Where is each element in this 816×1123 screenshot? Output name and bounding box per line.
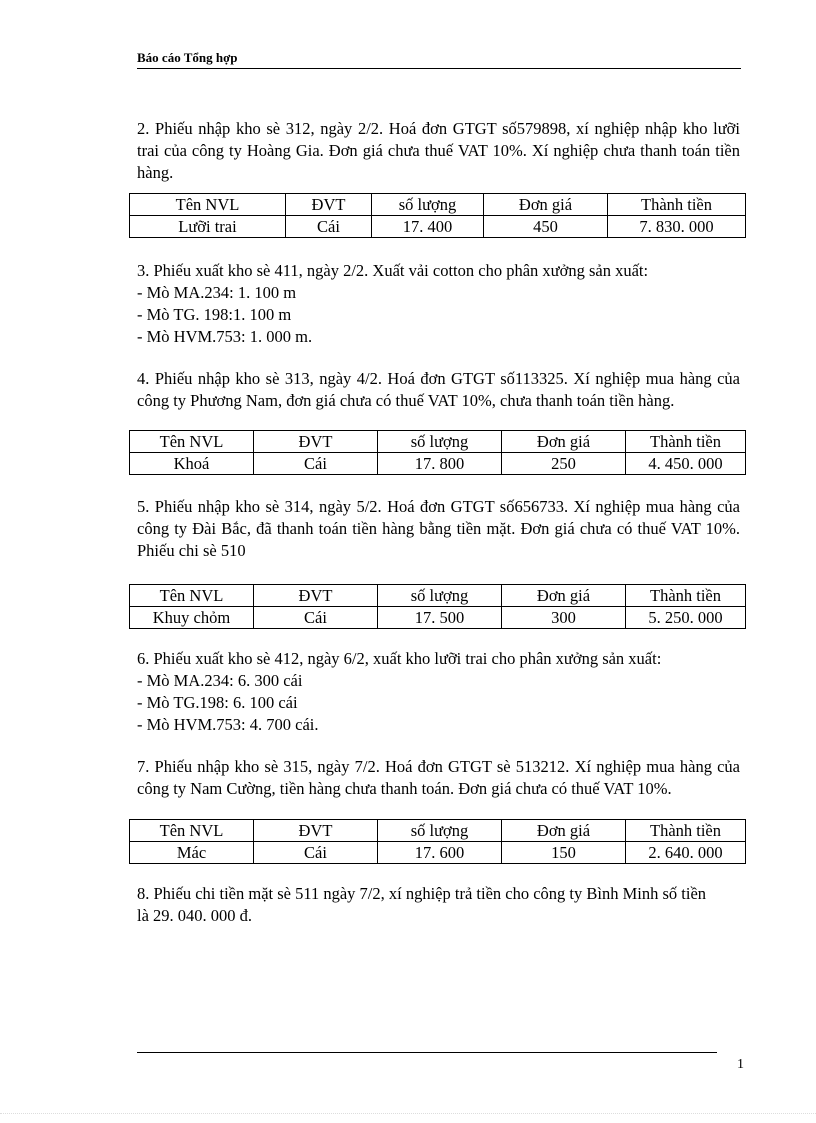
page-number: 1	[737, 1057, 744, 1072]
item-3-intro: 3. Phiếu xuất kho sè 411, ngày 2/2. Xuất vải cotton cho phân xưởng sản xuất:	[137, 261, 649, 280]
header-name: Tên NVL	[130, 431, 254, 453]
item-3-line-1: - Mò MA.234: 1. 100 m	[137, 283, 297, 302]
cell-unit: Cái	[286, 216, 372, 238]
cell-unit: Cái	[254, 842, 378, 864]
item-6-line-1: - Mò MA.234: 6. 300 cái	[137, 671, 303, 690]
header-unit: ĐVT	[254, 585, 378, 607]
cell-name: Lưỡi trai	[130, 216, 286, 238]
header-name: Tên NVL	[130, 820, 254, 842]
table-item-7	[129, 819, 746, 864]
header-unit: ĐVT	[286, 194, 372, 216]
document-body	[137, 118, 740, 927]
header-price: Đơn giá	[502, 820, 626, 842]
cell-name: Khoá	[130, 453, 254, 475]
header-unit: ĐVT	[254, 820, 378, 842]
header-amount: Thành tiền	[626, 820, 746, 842]
cell-name: Mác	[130, 842, 254, 864]
table-header-row	[130, 585, 746, 607]
header-quantity: số lượng	[378, 820, 502, 842]
item-4-text: 4. Phiếu nhập kho sè 313, ngày 4/2. Hoá đơn GTGT số113325. Xí nghiệp mua hàng của công ty Phương Nam, đơn giá chưa có thuế VAT 10%, chưa thanh toán tiền hàng.	[137, 369, 740, 410]
cell-price: 250	[502, 453, 626, 475]
cell-name: Khuy chỏm	[130, 607, 254, 629]
table-header-row	[130, 194, 746, 216]
cell-unit: Cái	[254, 607, 378, 629]
header-name: Tên NVL	[130, 585, 254, 607]
cell-quantity: 17. 800	[378, 453, 502, 475]
table-item-2	[129, 193, 746, 238]
page-edge-divider	[0, 1113, 816, 1114]
item-2-text: 2. Phiếu nhập kho sè 312, ngày 2/2. Hoá đơn GTGT số579898, xí nghiệp nhập kho lưỡi trai của công ty Hoàng Gia. Đơn giá chưa thuế VAT 10%. Xí nghiệp chưa thanh toán tiền hàng.	[137, 119, 740, 182]
cell-amount: 5. 250. 000	[626, 607, 746, 629]
cell-quantity: 17. 500	[378, 607, 502, 629]
header-price: Đơn giá	[484, 194, 608, 216]
table-row	[130, 607, 746, 629]
item-6-intro: 6. Phiếu xuất kho sè 412, ngày 6/2, xuất kho lưỡi trai cho phân xưởng sản xuất:	[137, 649, 662, 668]
header-quantity: số lượng	[378, 431, 502, 453]
cell-amount: 2. 640. 000	[626, 842, 746, 864]
item-3-line-3: - Mò HVM.753: 1. 000 m.	[137, 327, 313, 346]
table-row	[130, 842, 746, 864]
item-6-line-2: - Mò TG.198: 6. 100 cái	[137, 693, 298, 712]
header-unit: ĐVT	[254, 431, 378, 453]
cell-price: 450	[484, 216, 608, 238]
table-row	[130, 453, 746, 475]
header-amount: Thành tiền	[626, 585, 746, 607]
cell-unit: Cái	[254, 453, 378, 475]
header-price: Đơn giá	[502, 585, 626, 607]
table-item-4	[129, 430, 746, 475]
cell-amount: 4. 450. 000	[626, 453, 746, 475]
header-quantity: số lượng	[378, 585, 502, 607]
header-amount: Thành tiền	[608, 194, 746, 216]
header-price: Đơn giá	[502, 431, 626, 453]
item-3-line-2: - Mò TG. 198:1. 100 m	[137, 305, 292, 324]
table-item-5	[129, 584, 746, 629]
item-6-line-3: - Mò HVM.753: 4. 700 cái.	[137, 715, 319, 734]
item-8-text: 8. Phiếu chi tiền mặt sè 511 ngày 7/2, xí nghiệp trả tiền cho công ty Bình Minh số tiền là 29. 040. 000 đ.	[137, 884, 707, 925]
header-name: Tên NVL	[130, 194, 286, 216]
cell-quantity: 17. 600	[378, 842, 502, 864]
page-header: Báo cáo Tổng hợp	[137, 50, 741, 69]
cell-quantity: 17. 400	[372, 216, 484, 238]
cell-amount: 7. 830. 000	[608, 216, 746, 238]
table-row	[130, 216, 746, 238]
header-quantity: số lượng	[372, 194, 484, 216]
cell-price: 150	[502, 842, 626, 864]
item-5-text: 5. Phiếu nhập kho sè 314, ngày 5/2. Hoá đơn GTGT số656733. Xí nghiệp mua hàng của công ty Đài Bắc, đã thanh toán tiền hàng bằng tiền mặt. Đơn giá chưa có thuế VAT 10%. Phiếu chi sè 510	[137, 497, 740, 560]
item-7-text: 7. Phiếu nhập kho sè 315, ngày 7/2. Hoá đơn GTGT sè 513212. Xí nghiệp mua hàng của công ty Nam Cường, tiền hàng chưa thanh toán. Đơn giá chưa có thuế VAT 10%.	[137, 757, 740, 798]
header-amount: Thành tiền	[626, 431, 746, 453]
cell-price: 300	[502, 607, 626, 629]
table-header-row	[130, 431, 746, 453]
table-header-row	[130, 820, 746, 842]
footer-divider	[137, 1052, 717, 1053]
